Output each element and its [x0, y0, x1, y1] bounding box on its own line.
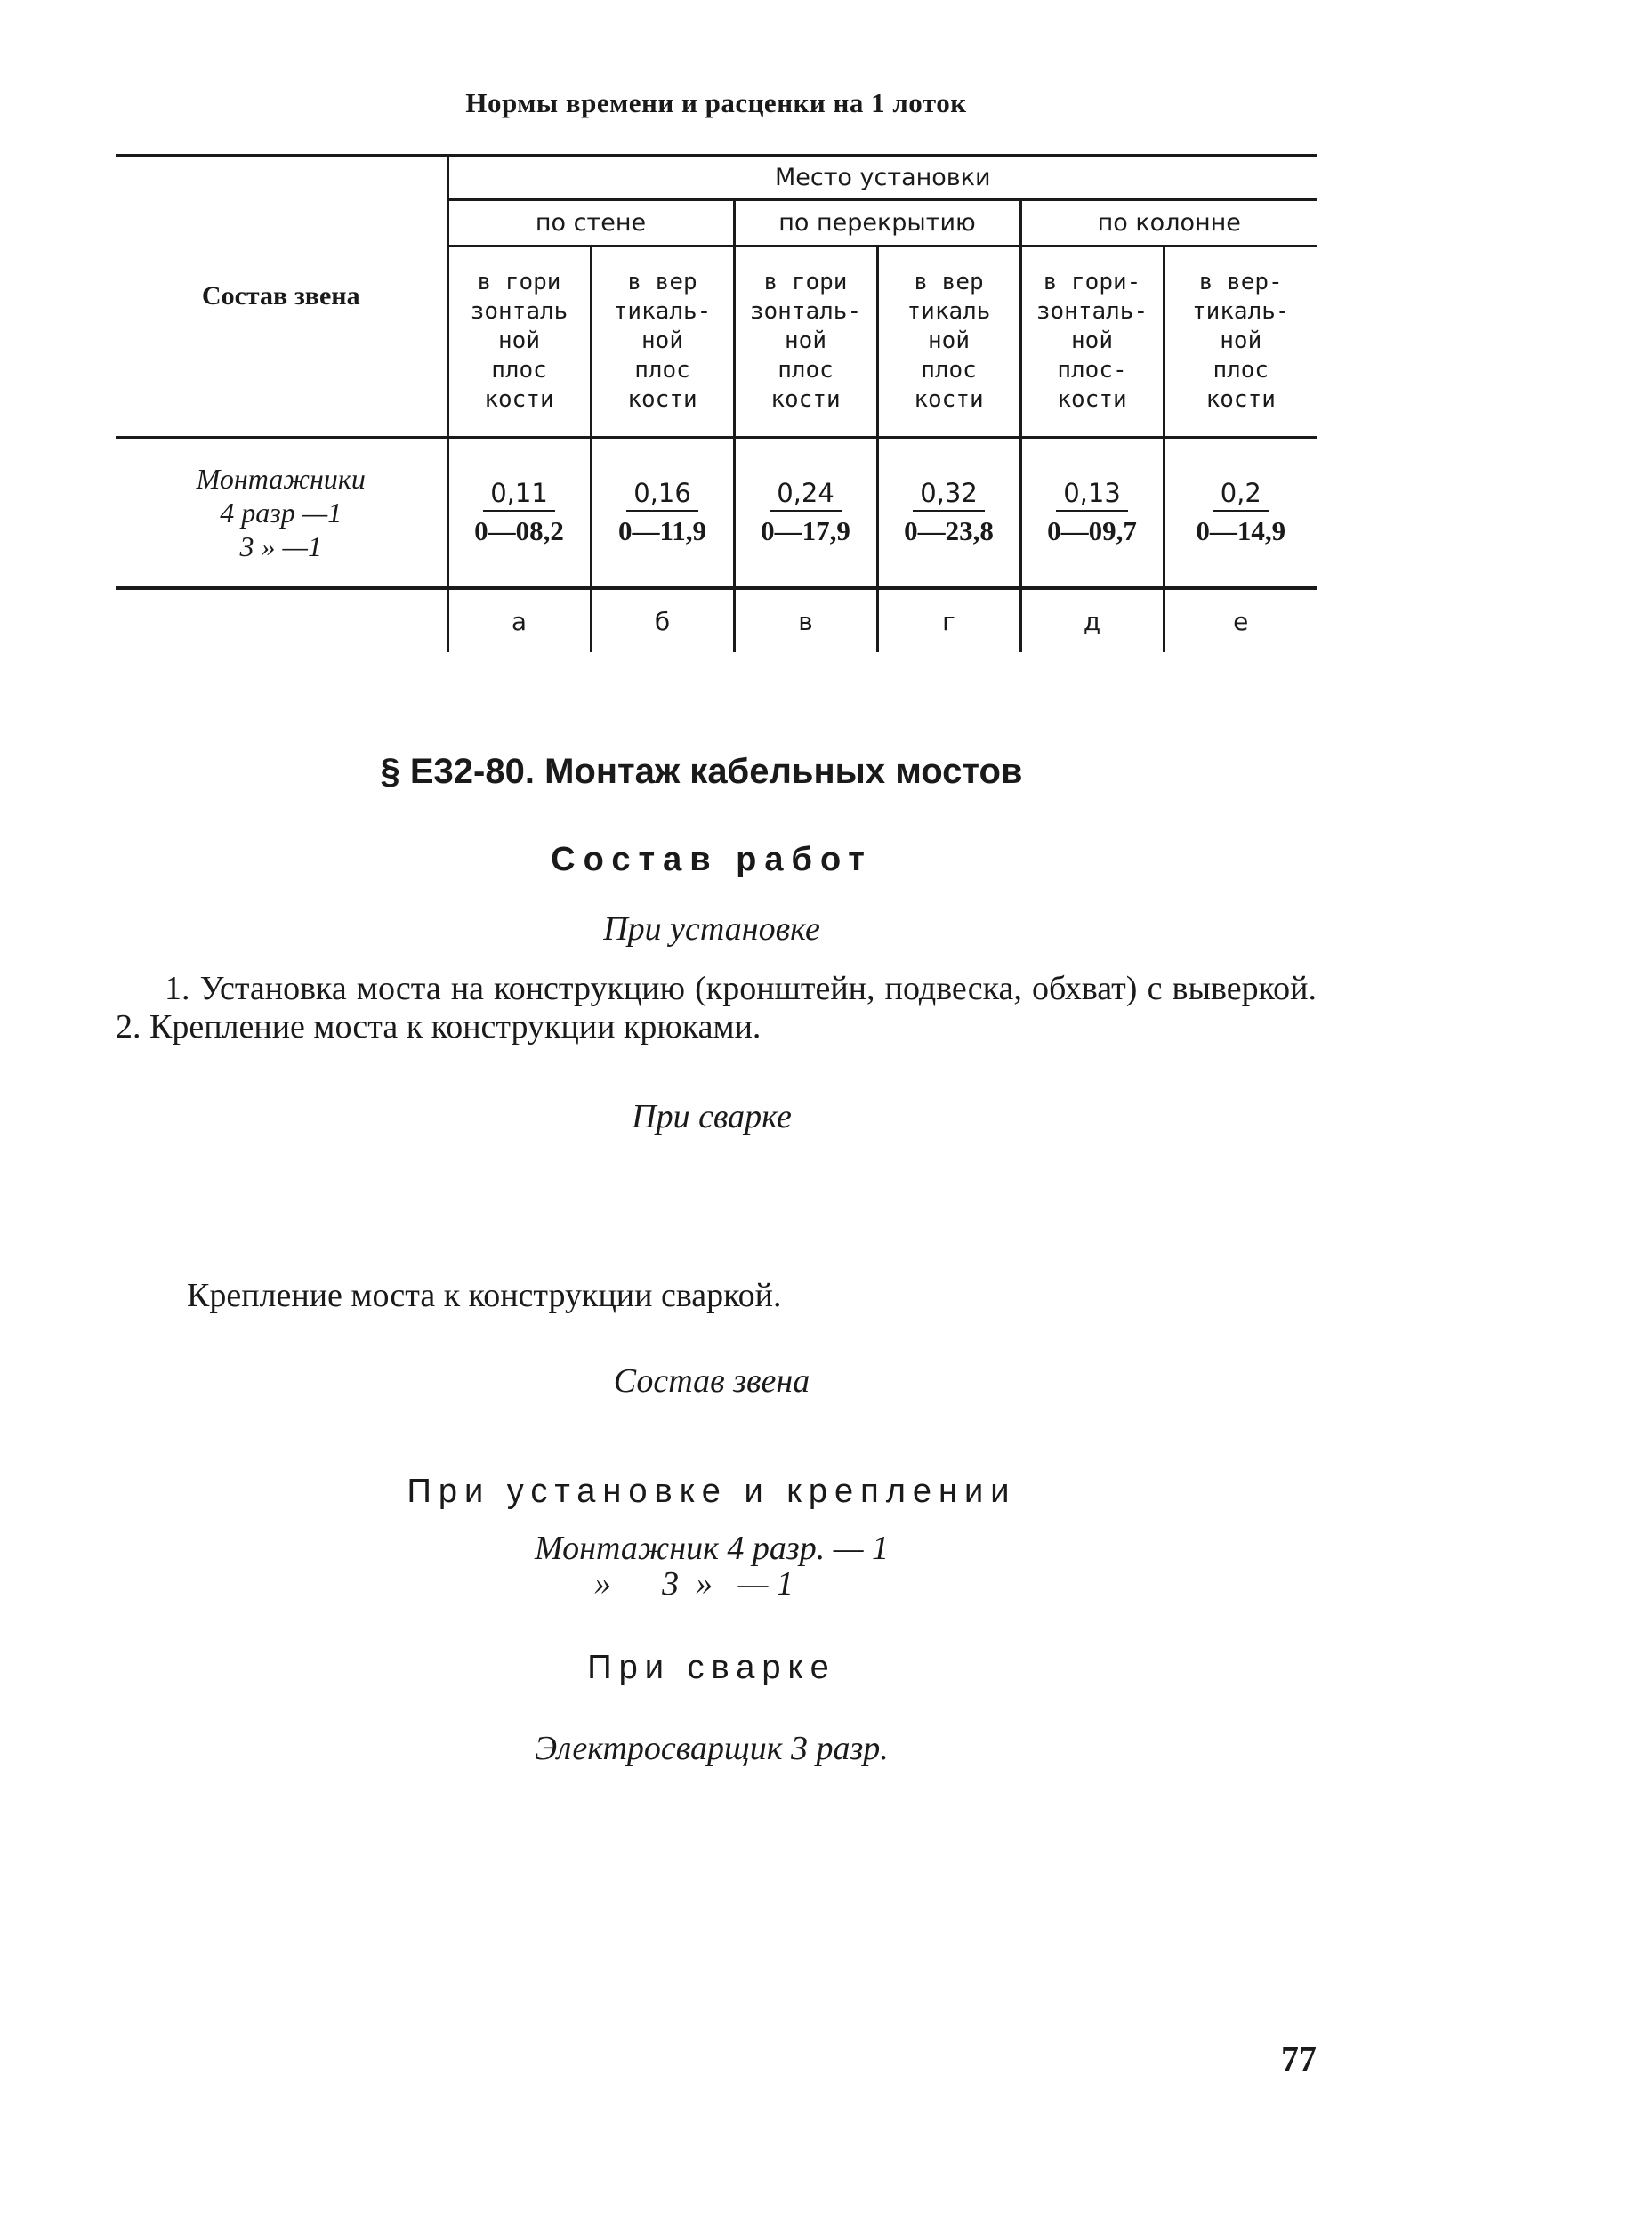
crew-heading: Состав звена [613, 1362, 810, 1400]
empty-cell [116, 588, 447, 652]
install-text: 1. Установка моста на конструкцию (кронштейн, подвеска, обхват) с выверкой. 2. Крепление моста к конструкции крюками. [116, 970, 1317, 1046]
plane-header-line: тикаль [907, 298, 991, 325]
plane-header-line: в вер [627, 269, 697, 295]
crew-installer-line: Монтажник 4 разр. — 1 [535, 1530, 889, 1567]
time-norm: 0,16 [626, 478, 698, 512]
table-title: Нормы времени и расценки на 1 лоток [465, 87, 967, 118]
column-letter: д [1020, 588, 1164, 652]
section-title: § Е32-80. Монтаж кабельных мостов [380, 752, 1023, 791]
plane-header-line: кости [770, 386, 841, 413]
rate-value: 0—09,7 [1047, 514, 1137, 546]
rate-value: 0—23,8 [904, 514, 994, 546]
time-norm: 0,2 [1213, 478, 1269, 512]
norm-fraction [1196, 478, 1285, 547]
crew-cell [116, 437, 447, 588]
norms-table [116, 154, 1317, 652]
plane-header-line: кости [627, 386, 697, 413]
plane-header-line: кости [484, 386, 554, 413]
norm-cell-5 [1020, 437, 1164, 588]
time-norm: 0,24 [770, 478, 842, 512]
norm-cell-2 [591, 437, 734, 588]
plane-header-2 [591, 246, 734, 437]
plane-header-line: зонталь- [749, 298, 862, 325]
plane-header-line: тикаль- [1191, 298, 1290, 325]
column-letter: е [1164, 588, 1317, 652]
install-paragraph [116, 970, 1317, 1046]
norm-fraction [1047, 478, 1137, 547]
plane-header-6 [1164, 246, 1317, 437]
plane-header-line: ной [498, 327, 540, 354]
welding-heading-2: При сварке [587, 1649, 836, 1686]
plane-header-line: плос [921, 357, 977, 384]
install-heading: При установке [603, 910, 820, 948]
norm-cell-4 [877, 437, 1020, 588]
plane-header-line: плос- [1057, 357, 1127, 384]
plane-header-line: ной [641, 327, 683, 354]
plane-header-1 [447, 246, 591, 437]
plane-header-3 [734, 246, 877, 437]
time-norm: 0,13 [1056, 478, 1128, 512]
crew-line: 4 разр —1 [220, 496, 342, 529]
crew-line: Монтажники [196, 462, 366, 495]
plane-header-5 [1020, 246, 1164, 437]
plane-header-line: плос [491, 357, 547, 384]
plane-header-line: плос [778, 357, 834, 384]
norm-fraction [761, 478, 850, 547]
norm-fraction [904, 478, 994, 547]
welding-heading: При сварке [632, 1098, 792, 1135]
plane-header-line: в вер [914, 269, 984, 295]
plane-header-line: ной [1220, 327, 1262, 354]
welding-paragraph: Крепление моста к конструкции сваркой. [187, 1277, 782, 1314]
rate-value: 0—08,2 [474, 514, 564, 546]
plane-header-line: кости [914, 386, 984, 413]
plane-header-line: в гори [763, 269, 848, 295]
rate-value: 0—14,9 [1196, 514, 1286, 546]
work-heading: Состав работ [551, 841, 873, 878]
plane-header-line: ной [928, 327, 970, 354]
plane-header-line: зонталь [470, 298, 568, 325]
plane-header-line: в гори [477, 269, 561, 295]
plane-header-4 [877, 246, 1020, 437]
column-letter: в [734, 588, 877, 652]
plane-header-line: в гори- [1043, 269, 1141, 295]
crew-installer-line2: » 3 » — 1 [594, 1565, 794, 1603]
crew-line: 3 » —1 [239, 529, 322, 562]
plane-header-line: зонталь- [1036, 298, 1148, 325]
group-column: по колонне [1020, 199, 1317, 246]
plane-header-line: ной [1071, 327, 1113, 354]
time-norm: 0,32 [913, 478, 985, 512]
plane-header-line: плос [634, 357, 690, 384]
group-ceiling: по перекрытию [734, 199, 1020, 246]
install-fix-heading: При установке и креплении [407, 1473, 1017, 1510]
plane-header-line: ной [785, 327, 826, 354]
plane-header-line: кости [1205, 386, 1276, 413]
plane-header-line: плос [1213, 357, 1269, 384]
norm-cell-1 [447, 437, 591, 588]
norm-cell-3 [734, 437, 877, 588]
rate-value: 0—11,9 [617, 514, 707, 546]
welder-line: Электросварщик 3 разр. [535, 1730, 889, 1767]
plane-header-line: кости [1057, 386, 1127, 413]
norm-fraction [474, 478, 564, 547]
column-letter: г [877, 588, 1020, 652]
place-header: Место установки [447, 156, 1317, 199]
crew-column-header: Состав звена [116, 156, 447, 437]
column-letter: б [591, 588, 734, 652]
group-wall: по стене [447, 199, 734, 246]
page-number: 77 [1281, 2039, 1317, 2079]
rate-value: 0—17,9 [761, 514, 850, 546]
plane-header-line: в вер- [1198, 269, 1283, 295]
time-norm: 0,11 [483, 478, 555, 512]
norm-fraction [618, 478, 706, 547]
column-letter: а [447, 588, 591, 652]
norm-cell-6 [1164, 437, 1317, 588]
plane-header-line: тикаль- [613, 298, 712, 325]
